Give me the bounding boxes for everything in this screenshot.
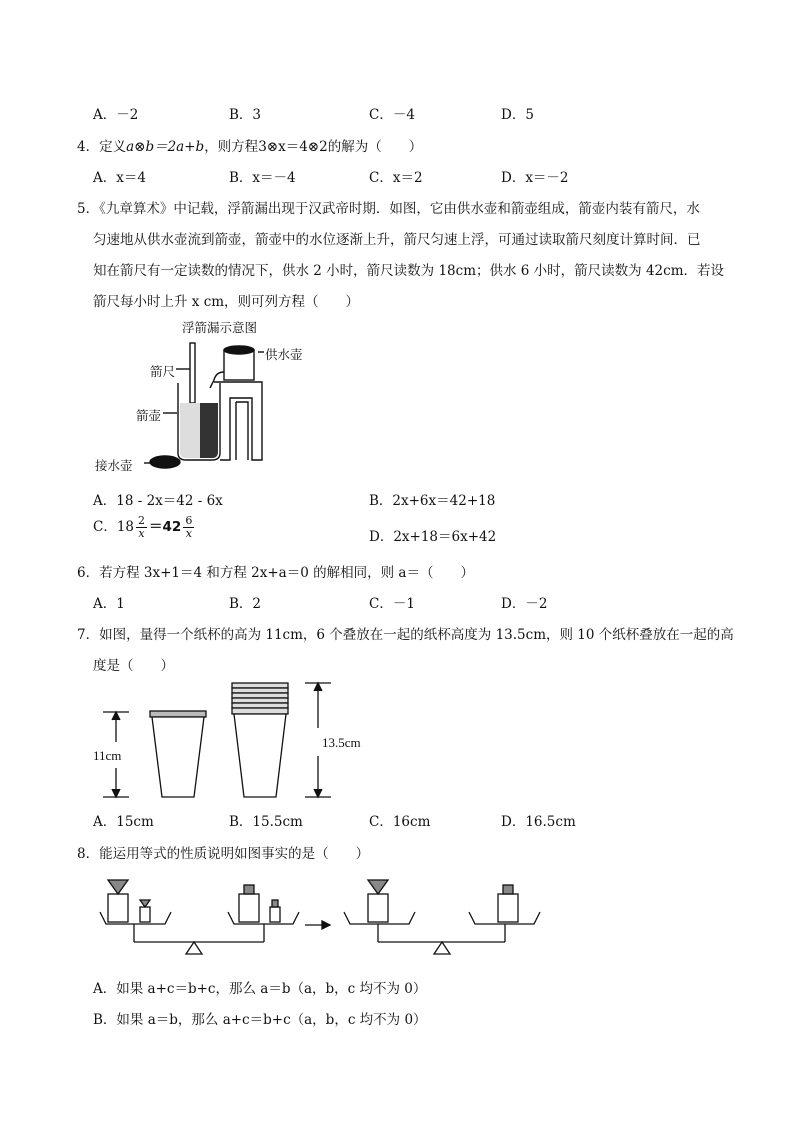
q5-label-pot: 箭壶 [136, 408, 162, 423]
q4-stem-equation: 3⊗x＝4⊗2 [258, 139, 328, 155]
q5-stem-line-1: 5．《九章算术》中记载，浮箭漏出现于汉武帝时期．如图，它由供水壶和箭壶组成，箭壶内装有箭尺，水 [77, 201, 700, 217]
q5-fraction-2-numerator: 6 [185, 514, 193, 527]
q5-label-supply: 供水壶 [265, 347, 303, 362]
q6-option-b: B．2 [229, 596, 262, 612]
q6-option-d: D．－2 [501, 596, 548, 612]
q4-option-a: A．x＝4 [93, 170, 146, 186]
q5-figure-title: 浮箭漏示意图 [182, 320, 258, 335]
q3-option-d: D．5 [501, 107, 534, 123]
q7-label-stacked-cups: 13.5cm [322, 735, 361, 750]
q5-stem-line-4: 箭尺每小时上升 x cm，则可列方程（ ） [93, 294, 360, 310]
q7-option-d: D．16.5cm [501, 814, 576, 830]
q8-option-a: A．如果 a+c＝b+c，那么 a＝b（a，b，c 均不为 0） [93, 981, 427, 997]
q5-option-c-mid: ＝42 [149, 519, 182, 535]
q7-label-single-cup: 11cm [93, 748, 122, 763]
q6-option-a: A．1 [93, 596, 125, 612]
q7-stem-line-1: 7．如图，量得一个纸杯的高为 11cm，6 个叠放在一起的纸杯高度为 13.5cm，则 10 个纸杯叠放在一起的高 [77, 627, 734, 643]
q5-label-ruler: 箭尺 [150, 364, 176, 379]
q8-option-b: B．如果 a＝b，那么 a+c＝b+c（a，b，c 均不为 0） [93, 1012, 427, 1028]
q4-option-c: C．x＝2 [369, 170, 423, 186]
q8-stem: 8．能运用等式的性质说明如图事实的是（ ） [77, 846, 370, 862]
q3-option-a: A．－2 [93, 107, 139, 123]
q5-fraction-2-denominator: x [185, 527, 192, 540]
q7-stem-line-2: 度是（ ） [93, 658, 174, 674]
q4-stem-prefix: 4．定义 [77, 139, 127, 155]
q3-option-b: B．3 [229, 107, 262, 123]
q3-option-c: C．－4 [369, 107, 415, 123]
q6-option-c: C．－1 [369, 596, 415, 612]
q7-option-b: B．15.5cm [229, 814, 303, 830]
q5-label-receive: 接水壶 [95, 458, 133, 473]
q5-fraction-1-denominator: x [138, 527, 145, 540]
q5-stem-line-3: 知在箭尺有一定读数的情况下，供水 2 小时，箭尺读数为 18cm；供水 6 小时，箭尺读数为 42cm．若设 [93, 263, 725, 279]
q6-stem: 6．若方程 3x+1＝4 和方程 2x+a＝0 的解相同，则 a＝（ ） [77, 565, 474, 581]
q5-fraction-1-numerator: 2 [138, 514, 146, 527]
q4-stem-definition: a⊗b＝2a+b [126, 139, 205, 155]
q4-option-d: D．x＝－2 [501, 170, 569, 186]
q5-stem-line-2: 匀速地从供水壶流到箭壶，箭壶中的水位逐渐上升，箭尺匀速上浮，可通过读取箭尺刻度计算时间．已 [93, 232, 701, 248]
q5-option-b: B．2x+6x＝42+18 [369, 493, 496, 509]
q7-option-c: C．16cm [369, 814, 431, 830]
q4-option-b: B．x＝－4 [229, 170, 296, 186]
q5-option-a: A．18 - 2x＝42 - 6x [93, 493, 223, 509]
q4-stem-suffix: 的解为（ ） [327, 139, 423, 155]
q5-option-d: D．2x+18＝6x+42 [369, 529, 497, 545]
q7-option-a: A．15cm [93, 814, 154, 830]
q5-option-c-prefix: C．18 [93, 519, 135, 535]
q4-stem-mid: ，则方程 [204, 139, 259, 155]
